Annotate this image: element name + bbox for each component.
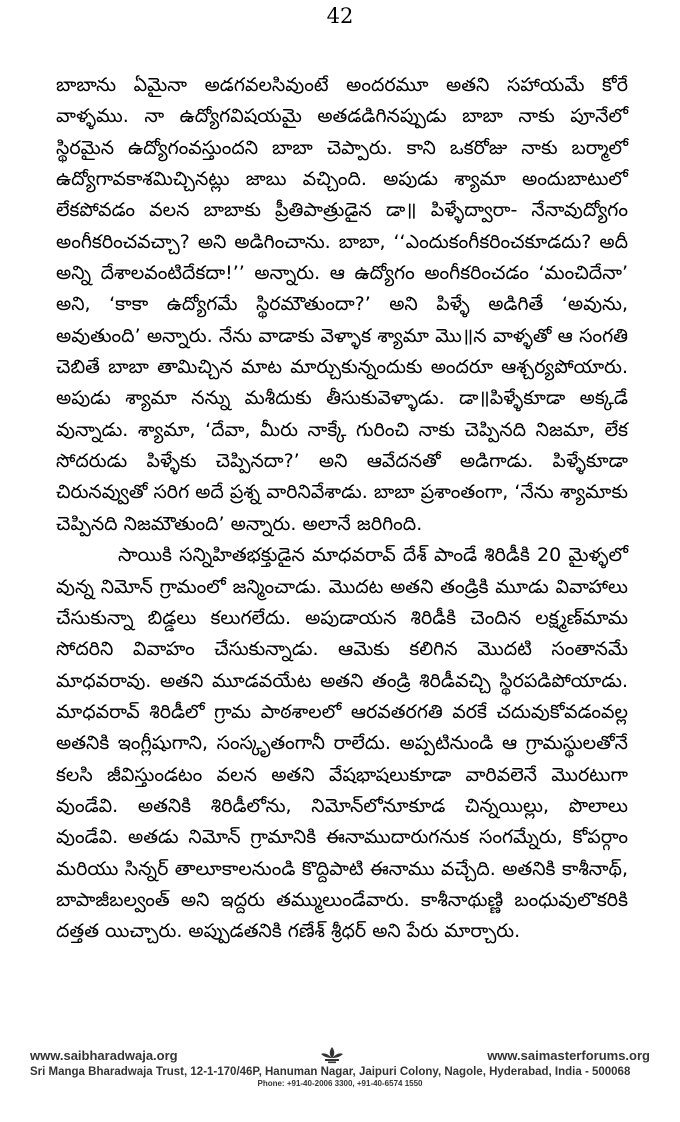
footer-website-left[interactable]: www.saibharadwaja.org: [30, 1047, 178, 1063]
page-number: 42: [326, 4, 354, 28]
footer-address: Sri Manga Bharadwaja Trust, 12-1-170/46P, Hanuman Nagar, Jaipuri Colony, Nagole, Hyderabad, India - 500068: [30, 1066, 631, 1078]
footer-website-right[interactable]: www.saimasterforums.org: [487, 1047, 650, 1063]
footer: [30, 1046, 650, 1088]
main-text: [56, 70, 628, 948]
footer-sites-row: [30, 1046, 650, 1064]
footer-phone: Phone: +91-40-2006 3300, +91-40-6574 1550: [257, 1079, 423, 1088]
trust-emblem-icon: [319, 1046, 345, 1064]
paragraph-2: సాయికి సన్నిహితభక్తుడైన మాధవరావ్ దేశ్ పాండే శిరిడీకి 20 మైళ్ళలో వున్న నిమోన్ గ్రామంలో జన్మించాడు. మొదట అతని తండ్రికి మూడు వివాహాలు చేసుకున్నా బిడ్డలు కలుగలేదు. అపుడాయన శిరిడీకి చెందిన లక్ష్మణ్‌మామ సోదరిని వివాహం చేసుకున్నాడు. ఆమెకు కలిగిన మొదటి సంతానమే మాధవరావు. అతని మూడవయేట అతని తండ్రి శిరిడీవచ్చి స్థిరపడిపోయాడు. మాధవరావ్ శిరిడీలో గ్రామ పాఠశాలలో ఆరవతరగతి వరకే చదువుకోవడంవల్ల అతనికి ఇంగ్లీషుగాని, సంస్కృతంగానీ రాలేదు. అప్పటినుండి ఆ గ్రామస్థులతోనే కలసి జీవిస్తుండటం వలన అతని వేషభాషలుకూడా వారివలెనే మొరటుగా వుండేవి. అతనికి శిరిడీలోను, నిమోన్‌లోనూకూడ చిన్నయిల్లు, పొలాలు వుండేవి. అతడు నిమోన్ గ్రామానికి ఈనాముదారుగనుక సంగమ్నేరు, కోపర్గాం మరియు సిన్నర్ తాలూకాలనుండి కొద్దిపాటి ఈనాము వచ్చేది. అతనికి కాశీనాథ్, బాపాజీబల్వంత్ అని ఇద్దరు తమ్ములుండేవారు. కాశీనాథుణ్ణి బంధువులొకరికి దత్తత యిచ్చారు. అప్పుడతనికి గణేశ్ శ్రీధర్ అని పేరు మార్చారు.: [56, 544, 628, 943]
paragraph-1: బాబాను ఏమైనా అడగవలసివుంటే అందరమూ అతని సహాయమే కోరే వాళ్ళము. నా ఉద్యోగవిషయమై అతడడిగినప్పుడు బాబా నాకు పూనేలో స్థిరమైన ఉద్యోగంవస్తుందని బాబా చెప్పారు. కాని ఒకరోజు నాకు బర్మాలో ఉద్యోగావకాశమిచ్చినట్లు జాబు వచ్చింది. అపుడు శ్యామా అందుబాటులో లేకపోవడం వలన బాబాకు ప్రీతిపాత్రుడైన డా॥ పిళ్ళేద్వారా- నేనావుద్యోగం అంగీకరించవచ్చా? అని అడిగించాను. బాబా, ‘‘ఎందుకంగీకరించకూడదు? అదీ అన్ని దేశాలవంటిదేకదా!’’ అన్నారు. ఆ ఉద్యోగం అంగీకరించడం ‘మంచిదేనా’ అని, ‘కాకా ఉద్యోగమే స్థిరమౌతుందా?’ అని పిళ్ళే అడిగితే ‘అవును, అవుతుంది’ అన్నారు. నేను వాడాకు వెళ్ళాక శ్యామా మొ॥న వాళ్ళతో ఆ సంగతి చెబితే బాబా తామిచ్చిన మాట మార్చుకున్నందుకు అందరూ ఆశ్చర్యపోయారు. అపుడు శ్యామా నన్ను మశీదుకు తీసుకువెళ్ళాడు. డా॥పిళ్ళేకూడా అక్కడే వున్నాడు. శ్యామా, ‘దేవా, మీరు నాక్కే గురించి నాకు చెప్పినది నిజమా, లేక సోదరుడు పిళ్ళేకు చెప్పినదా?’ అని ఆవేదనతో అడిగాడు. పిళ్ళేకూడా చిరునవ్వుతో సరిగ అదే ప్రశ్న వారినివేశాడు. బాబా ప్రశాంతంగా, ‘నేను శ్యామాకు చెప్పినది నిజమౌతుంది’ అన్నారు. అలానే జరిగింది.: [56, 74, 628, 535]
